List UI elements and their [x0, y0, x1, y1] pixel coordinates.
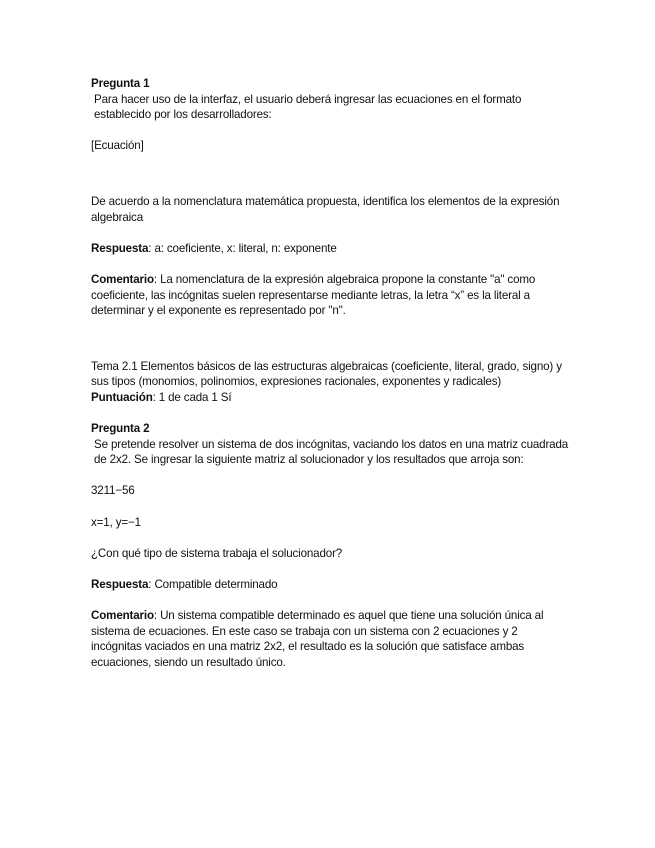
q1-comment-text: : La nomenclatura de la expresión algebraica propone la constante "a" como coeficiente, las incógnitas suelen representarse mediante letras, la letra “x” es la literal a determinar y el exponente es representado por "n". [91, 272, 536, 318]
topic-score-text: : 1 de cada 1 Sí [152, 390, 232, 404]
q1-answer-text: : a: coeficiente, x: literal, n: exponente [148, 241, 337, 255]
q2-answer-text: : Compatible determinado [148, 578, 278, 592]
q1-question: De acuerdo a la nomenclatura matemática propuesta, identifica los elementos de la expresión algebraica [91, 194, 560, 224]
q2-matrix: 3211−56 [91, 484, 135, 498]
q2-answer [91, 577, 571, 593]
q1-answer-label: Respuesta [91, 241, 149, 255]
q2-answer-label: Respuesta [91, 578, 149, 592]
q1-comment [91, 272, 571, 319]
q2-comment [91, 608, 571, 670]
topic-score [91, 390, 571, 406]
q1-equation-placeholder: [Ecuación] [91, 139, 144, 153]
q1-title: Pregunta 1 [91, 77, 150, 90]
q1-comment-label: Comentario [91, 272, 154, 286]
q2-comment-text: : Un sistema compatible determinado es aquel que tiene una solución única al sistema de ecuaciones. En este caso se trabaja con un sistema con 2 ecuaciones y 2 incógnitas vaciados en una matriz 2x2, el resultado es la solución que satisface ambas ecuaciones, siendo un resultado único. [91, 609, 544, 669]
q2-result: x=1, y=−1 [91, 515, 141, 529]
q1-answer [91, 241, 571, 257]
document-page [91, 76, 571, 671]
topic-text: Tema 2.1 Elementos básicos de las estructuras algebraicas (coeficiente, literal, grado, signo) y sus tipos (monomios, polinomios, expresiones racionales, exponentes y radicales) [91, 359, 562, 389]
q2-title: Pregunta 2 [91, 422, 150, 436]
q2-intro: Se pretende resolver un sistema de dos incógnitas, vaciando los datos en una matriz cuadrada de 2x2. Se ingresar la siguiente matriz al solucionador y los resultados que arroja son: [94, 437, 569, 467]
q1-intro: Para hacer uso de la interfaz, el usuario deberá ingresar las ecuaciones en el formato establecido por los desarrolladores: [94, 92, 522, 122]
topic-score-label: Puntuación [91, 390, 153, 404]
q2-comment-label: Comentario [91, 609, 154, 623]
q2-question: ¿Con qué tipo de sistema trabaja el solucionador? [91, 546, 343, 560]
